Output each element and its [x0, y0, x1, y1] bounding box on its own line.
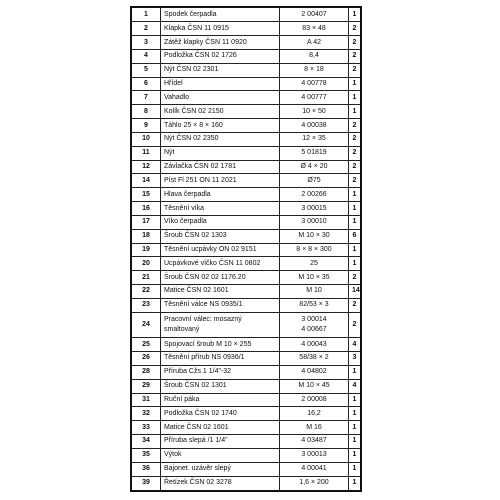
part-name: Nýt ČSN 02 2350 — [161, 132, 280, 146]
part-number-or-size: 1,6 × 200 — [280, 476, 349, 490]
position-number: 21 — [132, 271, 161, 285]
position-number: 14 — [132, 174, 161, 188]
part-name: Závlačka ČSN 02 1781 — [161, 160, 280, 174]
quantity: 2 — [349, 49, 361, 63]
quantity: 1 — [349, 407, 361, 421]
table-row — [132, 119, 360, 133]
part-number-or-size: 3 00013 — [280, 448, 349, 462]
part-number-or-size: 2 00407 — [280, 8, 349, 22]
part-number-or-size: A 42 — [280, 36, 349, 50]
part-name: Těsnění ucpávky ON 02 9151 — [161, 243, 280, 257]
quantity: 14 — [349, 285, 361, 299]
table-row — [132, 188, 360, 202]
quantity: 1 — [349, 105, 361, 119]
table-row — [132, 421, 360, 435]
position-number: 20 — [132, 257, 161, 271]
position-number: 9 — [132, 119, 161, 133]
part-number-or-size: 4 00043 — [280, 338, 349, 352]
part-name: Nýt ČSN 02 2301 — [161, 63, 280, 77]
position-number: 1 — [132, 8, 161, 22]
quantity: 1 — [349, 393, 361, 407]
part-number-or-size: 8 × 8 × 300 — [280, 243, 349, 257]
part-name: Bajonet. uzávěr slepý — [161, 462, 280, 476]
table-row — [132, 435, 360, 449]
part-number-or-size: 4 00778 — [280, 77, 349, 91]
part-number-or-size: Ø 4 × 20 — [280, 160, 349, 174]
position-number: 28 — [132, 365, 161, 379]
part-name: Řetízek ČSN 02 3278 — [161, 476, 280, 490]
part-number-or-size: 3 00015 — [280, 202, 349, 216]
table-row — [132, 365, 360, 379]
position-number: 32 — [132, 407, 161, 421]
position-number: 35 — [132, 448, 161, 462]
table-row — [132, 229, 360, 243]
part-number-or-size: 16,2 — [280, 407, 349, 421]
position-number: 33 — [132, 421, 161, 435]
quantity: 2 — [349, 160, 361, 174]
position-number: 5 — [132, 63, 161, 77]
table-row — [132, 338, 360, 352]
parts-table-body — [132, 8, 360, 490]
quantity: 2 — [349, 271, 361, 285]
part-name: Podložka ČSN 02 1726 — [161, 49, 280, 63]
part-number-line: 3 00014 — [301, 315, 327, 323]
part-number-or-size: 25 — [280, 257, 349, 271]
part-name: Pracovní válec: mosazný smaltovaný — [161, 312, 280, 338]
quantity: 1 — [349, 91, 361, 105]
table-row — [132, 476, 360, 490]
part-name: Zátěž klapky ČSN 11 0920 — [161, 36, 280, 50]
table-row — [132, 8, 360, 22]
part-number-or-size: M 16 — [280, 421, 349, 435]
part-number-or-size: 5 01819 — [280, 146, 349, 160]
part-number-or-size: 58/38 × 2 — [280, 352, 349, 366]
position-number: 11 — [132, 146, 161, 160]
part-number-or-size: 4 04802 — [280, 365, 349, 379]
table-row — [132, 77, 360, 91]
parts-list-sheet — [130, 6, 362, 492]
quantity: 4 — [349, 338, 361, 352]
quantity: 2 — [349, 298, 361, 312]
part-name: Ucpávkové víčko ČSN 11 0802 — [161, 257, 280, 271]
table-row — [132, 105, 360, 119]
part-number-or-size: M 10 × 45 — [280, 379, 349, 393]
part-number-or-size: 83 × 48 — [280, 22, 349, 36]
quantity: 1 — [352, 10, 357, 18]
quantity: 1 — [349, 476, 361, 490]
table-row — [132, 215, 360, 229]
position-number: 15 — [132, 188, 161, 202]
position-number: 29 — [132, 379, 161, 393]
part-name: Šroub ČSN 02 1303 — [161, 229, 280, 243]
position-number: 25 — [132, 338, 161, 352]
part-number-or-size: 2 00008 — [280, 393, 349, 407]
part-number-or-size: 8,4 — [280, 49, 349, 63]
part-name: Příruba Cžs 1 1/4"-32 — [161, 365, 280, 379]
position-number: 24 — [132, 312, 161, 338]
part-number-or-size: 3 00010 — [280, 215, 349, 229]
quantity: 2 — [349, 174, 361, 188]
quantity: 1 — [349, 448, 361, 462]
part-number-or-size: 82/53 × 3 — [280, 298, 349, 312]
part-name: Víko čerpadla — [161, 215, 280, 229]
quantity: 1 — [349, 435, 361, 449]
quantity: 1 — [349, 188, 361, 202]
part-name: Kolík ČSN 02 2150 — [161, 105, 280, 119]
part-number-or-size: 4 00041 — [280, 462, 349, 476]
quantity: 1 — [349, 365, 361, 379]
part-number-or-size — [280, 312, 349, 338]
position-number: 23 — [132, 298, 161, 312]
table-row — [132, 63, 360, 77]
position-number: 19 — [132, 243, 161, 257]
part-name: Příruba slepá /1 1/4" — [161, 435, 280, 449]
quantity: 2 — [349, 312, 361, 338]
part-name: Šroub ČSN 02 1301 — [161, 379, 280, 393]
quantity: 2 — [349, 22, 361, 36]
table-row — [132, 271, 360, 285]
part-name: Nýt — [161, 146, 280, 160]
part-name: Hlava čerpadla — [161, 188, 280, 202]
part-name: Vahadlo — [161, 91, 280, 105]
position-number: 16 — [132, 202, 161, 216]
position-number: 3 — [132, 36, 161, 50]
quantity: 1 — [349, 462, 361, 476]
part-number-or-size: M 10 × 35 — [280, 271, 349, 285]
position-number: 36 — [132, 462, 161, 476]
table-row — [132, 285, 360, 299]
part-name: Těsnění přírub NS 0936/1 — [161, 352, 280, 366]
quantity: 2 — [349, 146, 361, 160]
position-number: 31 — [132, 393, 161, 407]
part-number-or-size: M 10 — [280, 285, 349, 299]
table-row — [132, 22, 360, 36]
table-row — [132, 393, 360, 407]
position-number: 4 — [132, 49, 161, 63]
position-number: 26 — [132, 352, 161, 366]
parts-table — [132, 8, 360, 490]
position-number: 18 — [132, 229, 161, 243]
quantity: 6 — [349, 229, 361, 243]
position-number: 6 — [132, 77, 161, 91]
quantity: 1 — [349, 202, 361, 216]
position-number: 22 — [132, 285, 161, 299]
part-name: Matice ČSN 02 1601 — [161, 285, 280, 299]
table-row — [132, 462, 360, 476]
quantity: 1 — [349, 421, 361, 435]
part-number-or-size: 12 × 35 — [280, 132, 349, 146]
table-row — [132, 352, 360, 366]
part-name: Výtok — [161, 448, 280, 462]
quantity: 4 — [349, 379, 361, 393]
table-row — [132, 49, 360, 63]
position-number: 10 — [132, 132, 161, 146]
part-name: Ruční páka — [161, 393, 280, 407]
table-row — [132, 202, 360, 216]
part-name: Těsnění víka — [161, 202, 280, 216]
quantity: 1 — [349, 257, 361, 271]
quantity: 1 — [349, 77, 361, 91]
part-number-or-size: 8 × 18 — [280, 63, 349, 77]
part-name: Šroub ČSN 02 02 1176.20 — [161, 271, 280, 285]
table-row — [132, 312, 360, 338]
table-row — [132, 257, 360, 271]
quantity: 2 — [349, 36, 361, 50]
table-row — [132, 36, 360, 50]
part-name: Táhlo 25 × 8 × 160 — [161, 119, 280, 133]
quantity: 1 — [349, 243, 361, 257]
part-number-or-size: 2 00266 — [280, 188, 349, 202]
part-name: Těsnění válce NS 0935/1 — [161, 298, 280, 312]
table-row — [132, 91, 360, 105]
part-name: Klapka ČSN 11 0915 — [161, 22, 280, 36]
position-number: 8 — [132, 105, 161, 119]
part-number-or-size: 4 03487 — [280, 435, 349, 449]
part-number-or-size: 4 00777 — [280, 91, 349, 105]
quantity: 2 — [349, 132, 361, 146]
quantity: 2 — [349, 119, 361, 133]
position-number: 2 — [132, 22, 161, 36]
table-row — [132, 146, 360, 160]
table-row — [132, 379, 360, 393]
part-name: Hřídel — [161, 77, 280, 91]
part-name: Podložka ČSN 02 1740 — [161, 407, 280, 421]
part-number-or-size: 4 00038 — [280, 119, 349, 133]
table-row — [132, 174, 360, 188]
position-number: 17 — [132, 215, 161, 229]
table-row — [132, 448, 360, 462]
part-number-line: 4 00667 — [301, 325, 327, 333]
quantity: 2 — [349, 63, 361, 77]
position-number: 39 — [132, 476, 161, 490]
position-number: 12 — [132, 160, 161, 174]
part-name: Píst Fl 251 ON 11 2021 — [161, 174, 280, 188]
part-name: Spojovací šroub M 10 × 255 — [161, 338, 280, 352]
position-number: 34 — [132, 435, 161, 449]
part-number-or-size: 10 × 50 — [280, 105, 349, 119]
position-number: 7 — [132, 91, 161, 105]
part-name: Matice ČSN 02 1601 — [161, 421, 280, 435]
table-row — [132, 243, 360, 257]
table-row — [132, 132, 360, 146]
quantity: 1 — [349, 215, 361, 229]
table-row — [132, 407, 360, 421]
part-name: Spodek čerpadla — [161, 8, 280, 22]
table-row — [132, 160, 360, 174]
quantity: 3 — [349, 352, 361, 366]
table-row — [132, 298, 360, 312]
part-number-or-size: M 10 × 30 — [280, 229, 349, 243]
part-number-or-size: Ø75 — [280, 174, 349, 188]
